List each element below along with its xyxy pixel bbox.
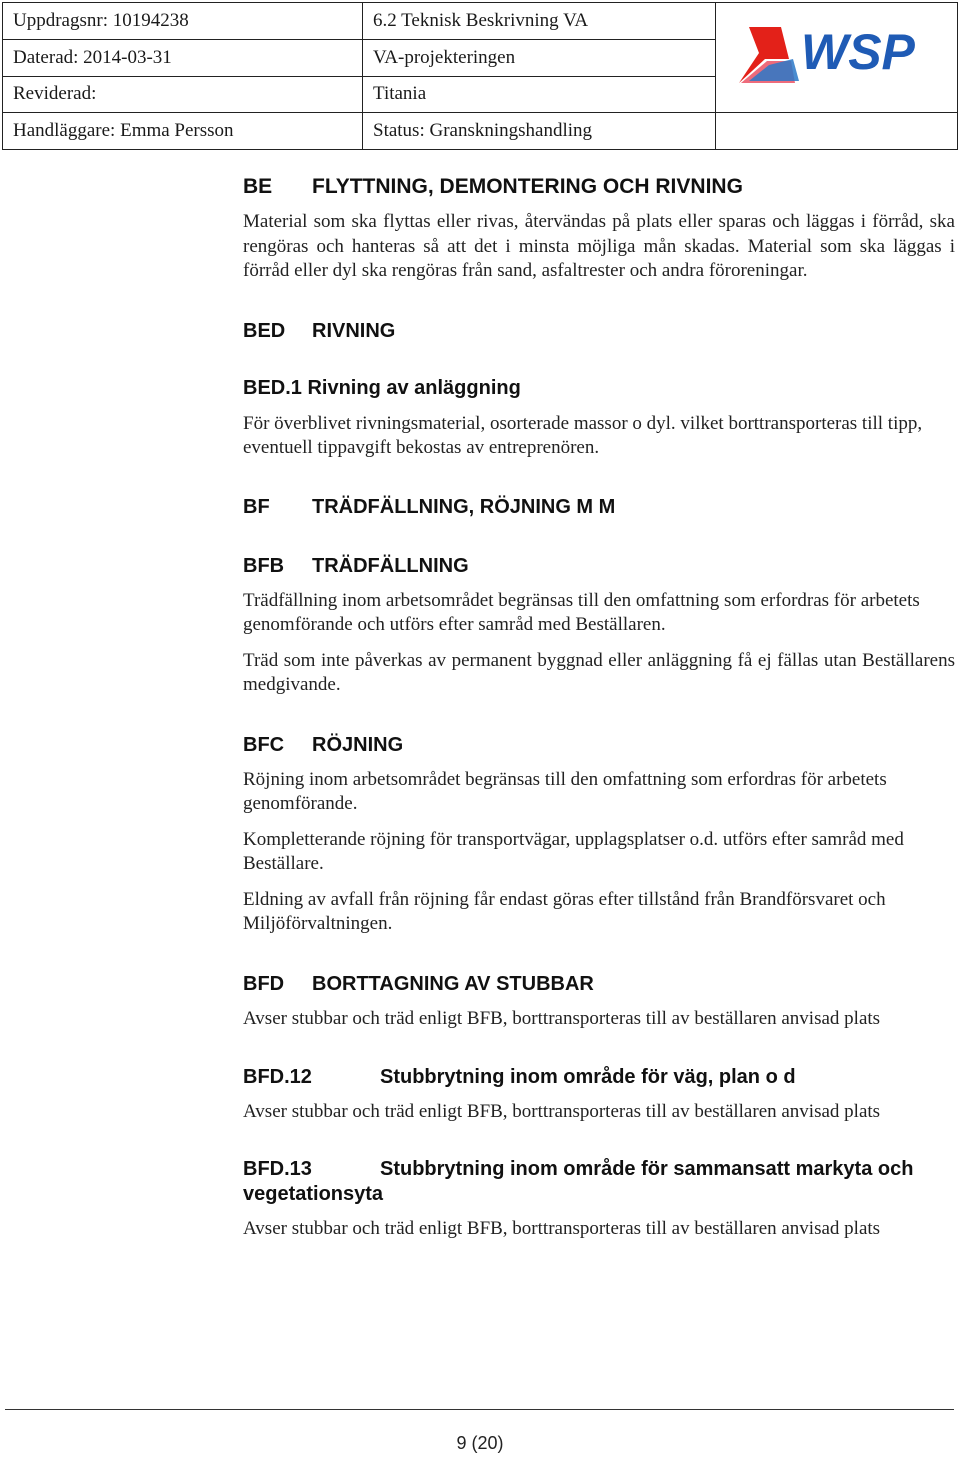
heading-be bbox=[243, 173, 955, 201]
date-field: Daterad: 2014-03-31 bbox=[3, 39, 363, 76]
project-name: VA-projekteringen bbox=[363, 39, 716, 76]
paragraph: Röjning inom arbetsområdet begränsas till den omfattning som erfordras för arbetets genomförande. bbox=[243, 768, 887, 814]
page-number: 9 (20) bbox=[456, 1433, 504, 1453]
heading-code: BFD.12 bbox=[243, 1066, 312, 1088]
heading-bfd-13 bbox=[243, 1157, 955, 1207]
paragraph: Avser stubbar och träd enligt BFB, borttransporteras till av beställaren anvisad plats bbox=[243, 1217, 881, 1239]
logo-text: WSP bbox=[800, 23, 915, 80]
heading-title: RÖJNING bbox=[312, 733, 404, 756]
heading-bed-1: BED.1 Rivning av anläggning bbox=[243, 376, 521, 399]
heading-bfc bbox=[243, 731, 955, 759]
wsp-logo bbox=[739, 23, 935, 87]
heading-code: BED bbox=[243, 319, 286, 342]
heading-bf bbox=[243, 493, 955, 521]
heading-title: RIVNING bbox=[312, 319, 396, 342]
paragraph: Trädfällning inom arbetsområdet begränsas till den omfattning som erfordras för arbetets genomförande och utförs efter samråd med Beställaren. bbox=[243, 589, 920, 635]
heading-title: Stubbrytning inom område för sammansatt markyta och vegetationsyta bbox=[243, 1157, 914, 1205]
heading-title: TRÄDFÄLLNING, RÖJNING M M bbox=[312, 495, 616, 518]
paragraph: Kompletterande röjning för transportvägar, upplagsplatser o.d. utförs efter samråd med Beställare. bbox=[243, 828, 904, 874]
handler-field: Handläggare: Emma Persson bbox=[3, 113, 363, 150]
heading-bfd bbox=[243, 970, 955, 998]
heading-title: BORTTAGNING AV STUBBAR bbox=[312, 972, 594, 995]
heading-bfb bbox=[243, 552, 955, 580]
revised-field: Reviderad: bbox=[3, 76, 363, 113]
paragraph: Avser stubbar och träd enligt BFB, borttransporteras till av beställaren anvisad plats bbox=[243, 1007, 881, 1029]
paragraph: Material som ska flyttas eller rivas, återvändas på plats eller sparas och läggas i förråd, ska rengöras och hanteras så att det i minsta möjliga mån skadas. Material som ska läggas i förråd eller dyl ska rengöras från sand, asfaltrester och andra föroreningar. bbox=[243, 211, 955, 281]
site-name: Titania bbox=[363, 76, 716, 113]
logo-cell bbox=[716, 3, 958, 113]
heading-title: FLYTTNING, DEMONTERING OCH RIVNING bbox=[312, 175, 743, 198]
paragraph: Eldning av avfall från röjning får endast göras efter tillstånd från Brandförsvaret och Miljöförvaltningen. bbox=[243, 888, 886, 934]
heading-code: BE bbox=[243, 175, 273, 198]
heading-title: Stubbrytning inom område för väg, plan o d bbox=[380, 1066, 796, 1088]
paragraph: Träd som inte påverkas av permanent byggnad eller anläggning få ej fällas utan Beställarens medgivande. bbox=[243, 649, 955, 695]
assignment-number: Uppdragsnr: 10194238 bbox=[3, 3, 363, 40]
heading-code: BF bbox=[243, 495, 270, 518]
paragraph: För överblivet rivningsmaterial, osorterade massor o dyl. vilket borttransporteras till tipp, eventuell tippavgift bekostas av entreprenören. bbox=[243, 412, 923, 458]
status-field: Status: Granskningshandling bbox=[363, 113, 716, 150]
document-header bbox=[2, 2, 958, 150]
heading-bfd-12 bbox=[243, 1065, 955, 1090]
document-title: 6.2 Teknisk Beskrivning VA bbox=[363, 3, 716, 40]
heading-code: BFD bbox=[243, 972, 285, 995]
heading-code: BFB bbox=[243, 554, 285, 577]
heading-title: TRÄDFÄLLNING bbox=[312, 554, 469, 577]
empty-header-cell bbox=[716, 113, 958, 150]
heading-bed bbox=[243, 317, 955, 345]
heading-code: BFD.13 bbox=[243, 1157, 312, 1180]
heading-code: BFC bbox=[243, 733, 285, 756]
paragraph: Avser stubbar och träd enligt BFB, borttransporteras till av beställaren anvisad plats bbox=[243, 1101, 881, 1122]
document-body bbox=[243, 170, 955, 1241]
footer-divider bbox=[5, 1409, 954, 1410]
